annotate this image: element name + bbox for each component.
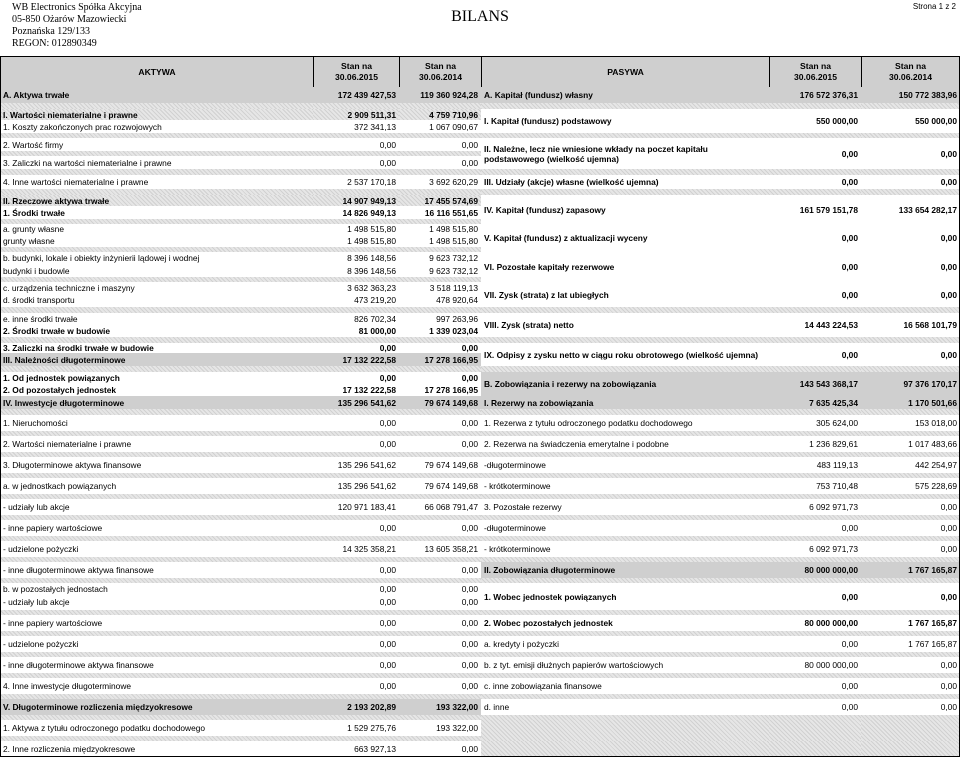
value-current: 2 193 202,89	[313, 699, 399, 715]
value-current: 0,00	[379, 343, 396, 353]
value-current: 0,00	[841, 702, 858, 712]
value-previous: 0,00	[461, 597, 478, 607]
value-current: 1 498 515,80	[347, 224, 396, 234]
value-current	[769, 741, 861, 757]
value-previous: 0,00	[940, 289, 957, 300]
liabilities-row	[0, 615, 960, 631]
value-previous: 16 116 551,65	[424, 207, 478, 218]
value-current: 14 325 358,21	[342, 544, 396, 554]
value-previous: 0,00	[461, 439, 478, 449]
row-label: I. Kapitał (fundusz) podstawowy	[484, 116, 612, 126]
value-current: 1 236 829,61	[809, 439, 858, 449]
value-previous: 17 455 574,69	[399, 195, 481, 206]
value-previous: 119 360 924,28	[399, 87, 481, 103]
row-label: - udzielone pożyczki	[3, 544, 79, 554]
value-current: 1 498 515,80	[347, 235, 396, 246]
liabilities-header-label: PASYWA	[607, 66, 644, 77]
value-previous: 0,00	[461, 660, 478, 670]
value-current: 0,00	[379, 139, 396, 150]
value-current: 0,00	[841, 523, 858, 533]
value-previous: 1 767 165,87	[908, 618, 957, 628]
row-label: 1. Środki trwałe	[3, 207, 65, 218]
value-current: 161 579 151,78	[799, 204, 858, 215]
assets-col-previous	[399, 56, 481, 87]
value-previous: 4 759 710,96	[399, 109, 481, 120]
liabilities-row	[0, 499, 960, 515]
value-previous: 0,00	[461, 565, 478, 575]
value-previous: 133 654 282,17	[898, 204, 957, 215]
value-current: 176 572 376,31	[769, 87, 861, 103]
value-current: 0,00	[379, 565, 396, 575]
value-previous: 16 568 101,79	[903, 320, 957, 330]
row-label: A. Kapitał (fundusz) własny	[481, 87, 769, 103]
value-current: 1 529 275,76	[347, 723, 396, 733]
row-label: 1. Rezerwa z tytułu odroczonego podatku dochodowego	[484, 418, 693, 428]
row-label: IV. Kapitał (fundusz) zapasowy	[484, 204, 606, 215]
value-previous: 193 322,00	[436, 723, 478, 733]
liabilities-header	[481, 56, 769, 87]
row-label: - udzielone pożyczki	[3, 639, 79, 649]
value-previous: 17 278 166,95	[424, 384, 478, 395]
row-label: - krótkoterminowe	[484, 544, 551, 554]
row-label: V. Kapitał (fundusz) z aktualizacji wyceny	[484, 233, 648, 243]
value-current: 135 296 541,62	[337, 481, 396, 491]
value-previous: 0,00	[461, 523, 478, 533]
row-label: grunty własne	[3, 235, 55, 246]
value-current: 14 443 224,53	[804, 320, 858, 330]
row-label: budynki i budowle	[3, 265, 70, 276]
row-label: c. urządzenia techniczne i maszyny	[3, 282, 135, 293]
value-current: 0,00	[841, 349, 858, 360]
row-label: a. kredyty i pożyczki	[484, 639, 559, 649]
value-previous: 0,00	[461, 583, 478, 594]
value-previous: 442 254,97	[915, 460, 957, 470]
value-previous: 1 767 165,87	[908, 639, 957, 649]
value-previous: 0,00	[940, 233, 957, 243]
value-current: 7 635 425,34	[769, 396, 861, 409]
value-current: 172 439 427,53	[313, 87, 399, 103]
value-current: 753 710,48	[816, 481, 858, 491]
value-previous: 0,00	[940, 544, 957, 554]
value-current: 143 543 368,17	[769, 372, 861, 396]
row-label: - inne długoterminowe aktywa finansowe	[3, 660, 154, 670]
row-label: 4. Inne inwestycje długoterminowe	[3, 681, 132, 691]
row-label: d. środki transportu	[3, 295, 75, 305]
value-previous: 1 067 090,67	[429, 121, 478, 132]
value-current: 8 396 148,56	[347, 253, 396, 263]
value-previous: 478 920,64	[436, 295, 478, 305]
value-previous: 0,00	[461, 343, 478, 353]
value-previous: 17 278 166,95	[399, 353, 481, 366]
row-label: 2. Rezerwa na świadczenia emerytalne i podobne	[484, 439, 669, 449]
value-previous: 0,00	[940, 702, 957, 712]
assets-col-current	[313, 56, 399, 87]
liabilities-row	[0, 520, 960, 536]
value-previous: 550 000,00	[915, 116, 957, 126]
value-previous: 997 263,96	[436, 313, 478, 324]
value-previous: 3 692 620,29	[429, 177, 478, 187]
value-current: 473 219,20	[354, 295, 396, 305]
row-label: 4. Inne wartości niematerialne i prawne	[3, 177, 149, 187]
row-label: A. Aktywa trwałe	[0, 87, 313, 103]
value-previous: 9 623 732,12	[429, 253, 478, 263]
value-current: 135 296 541,62	[313, 396, 399, 409]
value-current: 826 702,34	[354, 313, 396, 324]
value-previous: 193 322,00	[399, 699, 481, 715]
assets-row	[0, 353, 960, 366]
row-label: 1. Nieruchomości	[3, 418, 68, 428]
row-label: 2. Od pozostałych jednostek	[3, 384, 117, 395]
table-header	[0, 56, 960, 87]
liabilities-row	[0, 396, 960, 409]
value-previous: 79 674 149,68	[424, 481, 478, 491]
value-current: 0,00	[841, 177, 858, 187]
value-previous: 79 674 149,68	[399, 396, 481, 409]
value-current: 663 927,13	[354, 744, 396, 754]
value-previous: 13 605 358,21	[424, 544, 478, 554]
row-label: - krótkoterminowe	[484, 481, 551, 491]
balance-sheet	[0, 56, 960, 754]
value-current: 0,00	[841, 233, 858, 243]
value-current: 6 092 971,73	[809, 502, 858, 512]
value-previous: 575 228,69	[915, 481, 957, 491]
company-street: Poznańska 129/133	[12, 26, 91, 37]
value-current: 120 971 183,41	[337, 502, 396, 512]
value-previous: 0,00	[461, 139, 478, 150]
value-previous: 97 376 170,17	[861, 372, 960, 396]
value-current: 17 132 222,58	[342, 384, 396, 395]
col-date: 30.06.2015	[334, 72, 378, 82]
value-current: 135 296 541,62	[337, 460, 396, 470]
row-label: b. z tyt. emisji dłużnych papierów wartościowych	[484, 660, 664, 670]
value-current: 483 119,13	[816, 460, 858, 470]
value-current: 0,00	[841, 289, 858, 300]
value-current: 0,00	[379, 418, 396, 428]
liabilities-row	[0, 478, 960, 494]
value-current: 2 909 511,31	[313, 109, 399, 120]
row-label: 3. Zaliczki na środki trwałe w budowie	[3, 343, 154, 353]
value-current: 0,00	[379, 639, 396, 649]
value-current: 372 341,13	[354, 121, 396, 132]
value-current: 6 092 971,73	[809, 544, 858, 554]
company-city: 05-850 Ożarów Mazowiecki	[12, 14, 127, 25]
value-current: 8 396 148,56	[347, 265, 396, 276]
liabilities-row	[0, 657, 960, 673]
row-label: c. inne zobowiązania finansowe	[484, 681, 602, 691]
value-current: 0,00	[379, 439, 396, 449]
value-previous: 0,00	[940, 349, 957, 360]
value-current: 81 000,00	[358, 325, 396, 336]
liabilities-row	[0, 415, 960, 431]
col-prefix: Stan na	[894, 61, 927, 71]
col-prefix: Stan na	[799, 61, 832, 71]
row-label: b. budynki, lokale i obiekty inżynierii lądowej i wodnej	[3, 253, 200, 263]
row-label: 2. Inne rozliczenia międzyokresowe	[3, 744, 136, 754]
row-label: -długoterminowe	[484, 523, 546, 533]
liabilities-col-current	[769, 56, 861, 87]
value-previous: 153 018,00	[915, 418, 957, 428]
row-label: VII. Zysk (strata) z lat ubiegłych	[484, 289, 609, 300]
value-previous: 0,00	[461, 372, 478, 383]
row-label: - inne papiery wartościowe	[3, 523, 103, 533]
liabilities-row	[0, 457, 960, 473]
value-current: 80 000 000,00	[769, 562, 861, 578]
value-previous: 0,00	[461, 639, 478, 649]
value-previous: 0,00	[461, 744, 478, 754]
assets-row	[0, 264, 960, 277]
assets-row	[0, 234, 960, 247]
row-label: 1. Wobec jednostek powiązanych	[484, 591, 617, 602]
value-current: 3 632 363,23	[347, 282, 396, 293]
company-regon: REGON: 012890349	[12, 38, 97, 49]
liabilities-row	[0, 699, 960, 715]
value-previous: 0,00	[940, 262, 957, 272]
assets-header	[0, 56, 313, 87]
row-label: - inne długoterminowe aktywa finansowe	[3, 565, 154, 575]
row-label: II. Należne, lecz nie wniesione wkłady na poczet kapitału podstawowego (wielkość ujemna)	[484, 143, 708, 164]
row-label: B. Zobowiązania i rezerwy na zobowiązania	[481, 372, 769, 396]
row-label: - udziały lub akcje	[3, 597, 70, 607]
row-label: III. Należności długoterminowe	[0, 353, 313, 366]
value-current: 2 537 170,18	[347, 177, 396, 187]
value-current: 80 000 000,00	[804, 618, 858, 628]
value-current: 14 826 949,13	[342, 207, 396, 218]
value-current: 17 132 222,58	[313, 353, 399, 366]
row-label: 2. Wartości niematerialne i prawne	[3, 439, 132, 449]
assets-row	[0, 383, 960, 396]
value-current: 0,00	[379, 583, 396, 594]
row-label: 1. Aktywa z tytułu odroczonego podatku dochodowego	[3, 723, 206, 733]
value-previous: 0,00	[940, 177, 957, 187]
row-label	[481, 741, 769, 757]
value-current: 14 907 949,13	[313, 195, 399, 206]
value-current: 550 000,00	[816, 116, 858, 126]
value-previous: 1 767 165,87	[861, 562, 960, 578]
row-label: 2. Wartość firmy	[3, 139, 64, 150]
liabilities-row	[0, 678, 960, 694]
row-label: V. Długoterminowe rozliczenia międzyokresowe	[0, 699, 313, 715]
col-date: 30.06.2014	[888, 72, 932, 82]
assets-row	[0, 120, 960, 133]
value-current: 0,00	[379, 660, 396, 670]
row-label: d. inne	[484, 702, 510, 712]
value-previous: 150 772 383,96	[861, 87, 960, 103]
value-previous: 0,00	[461, 418, 478, 428]
value-current: 0,00	[379, 681, 396, 691]
col-date: 30.06.2014	[418, 72, 462, 82]
row-label: - udziały lub akcje	[3, 502, 70, 512]
value-previous: 0,00	[940, 502, 957, 512]
liabilities-row	[0, 741, 960, 757]
row-label: 3. Pozostałe rezerwy	[484, 502, 562, 512]
row-label: II. Zobowiązania długoterminowe	[481, 562, 769, 578]
value-previous: 0,00	[940, 148, 957, 159]
value-previous: 0,00	[461, 157, 478, 168]
value-current: 0,00	[379, 618, 396, 628]
assets-row	[0, 324, 960, 337]
row-label: IX. Odpisy z zysku netto w ciągu roku obrotowego (wielkość ujemna)	[484, 349, 759, 360]
row-label: III. Udziały (akcje) własne (wielkość ujemna)	[484, 177, 659, 187]
value-current: 0,00	[379, 372, 396, 383]
value-current: 0,00	[379, 523, 396, 533]
assets-row	[0, 156, 960, 169]
liabilities-row	[0, 436, 960, 452]
value-previous: 0,00	[940, 660, 957, 670]
row-label: I. Wartości niematerialne i prawne	[0, 109, 313, 120]
liabilities-row	[0, 562, 960, 578]
assets-header-label: AKTYWA	[138, 66, 176, 77]
value-previous: 79 674 149,68	[424, 460, 478, 470]
value-previous: 1 498 515,80	[429, 224, 478, 234]
value-previous: 3 518 119,13	[429, 282, 478, 293]
row-label: -długoterminowe	[484, 460, 546, 470]
value-current: 0,00	[379, 157, 396, 168]
row-label: 2. Wobec pozostałych jednostek	[484, 618, 613, 628]
row-label: 1. Od jednostek powiązanych	[3, 372, 120, 383]
row-label: a. grunty własne	[3, 224, 64, 234]
row-label: e. inne środki trwałe	[3, 313, 78, 324]
col-prefix: Stan na	[340, 61, 373, 71]
liabilities-row	[0, 87, 960, 103]
value-previous: 1 017 483,66	[908, 439, 957, 449]
value-previous: 0,00	[461, 618, 478, 628]
row-label: - inne papiery wartościowe	[3, 618, 103, 628]
row-label: 1. Koszty zakończonych prac rozwojowych	[3, 121, 162, 132]
value-previous: 1 170 501,66	[861, 396, 960, 409]
value-current: 0,00	[841, 591, 858, 602]
row-label: 2. Środki trwałe w budowie	[3, 325, 111, 336]
value-current: 305 624,00	[816, 418, 858, 428]
row-label: 3. Zaliczki na wartości niematerialne i prawne	[3, 157, 172, 168]
col-date: 30.06.2015	[793, 72, 837, 82]
row-label: 3. Długoterminowe aktywa finansowe	[3, 460, 142, 470]
row-label: VIII. Zysk (strata) netto	[484, 320, 574, 330]
assets-row	[0, 206, 960, 219]
assets-row	[0, 293, 960, 307]
row-label: VI. Pozostałe kapitały rezerwowe	[484, 262, 615, 272]
liabilities-row	[0, 541, 960, 557]
value-current: 0,00	[841, 639, 858, 649]
company-name: WB Electronics Spółka Akcyjna	[12, 2, 142, 13]
row-label: b. w pozostałych jednostach	[3, 583, 108, 594]
liabilities-row	[0, 175, 960, 189]
value-current: 0,00	[841, 681, 858, 691]
value-previous: 9 623 732,12	[429, 265, 478, 276]
value-previous: 0,00	[940, 523, 957, 533]
document-title: BILANS	[451, 8, 509, 25]
assets-row	[0, 594, 960, 610]
value-previous: 0,00	[940, 591, 957, 602]
page-number: Strona 1 z 2	[912, 2, 956, 11]
value-previous: 0,00	[461, 681, 478, 691]
value-previous: 1 498 515,80	[429, 235, 478, 246]
value-previous: 0,00	[940, 681, 957, 691]
value-current: 0,00	[379, 597, 396, 607]
value-previous: 66 068 791,47	[424, 502, 478, 512]
liabilities-row	[0, 636, 960, 652]
value-current: 0,00	[841, 262, 858, 272]
liabilities-col-previous	[861, 56, 960, 87]
value-current: 0,00	[841, 148, 858, 159]
row-label: I. Rezerwy na zobowiązania	[481, 396, 769, 409]
row-label: II. Rzeczowe aktywa trwałe	[0, 195, 313, 206]
row-label: IV. Inwestycje długoterminowe	[0, 396, 313, 409]
col-prefix: Stan na	[424, 61, 457, 71]
value-current: 80 000 000,00	[804, 660, 858, 670]
value-previous	[861, 741, 960, 757]
value-previous: 1 339 023,04	[429, 325, 478, 336]
row-label: a. w jednostkach powiązanych	[3, 481, 117, 491]
